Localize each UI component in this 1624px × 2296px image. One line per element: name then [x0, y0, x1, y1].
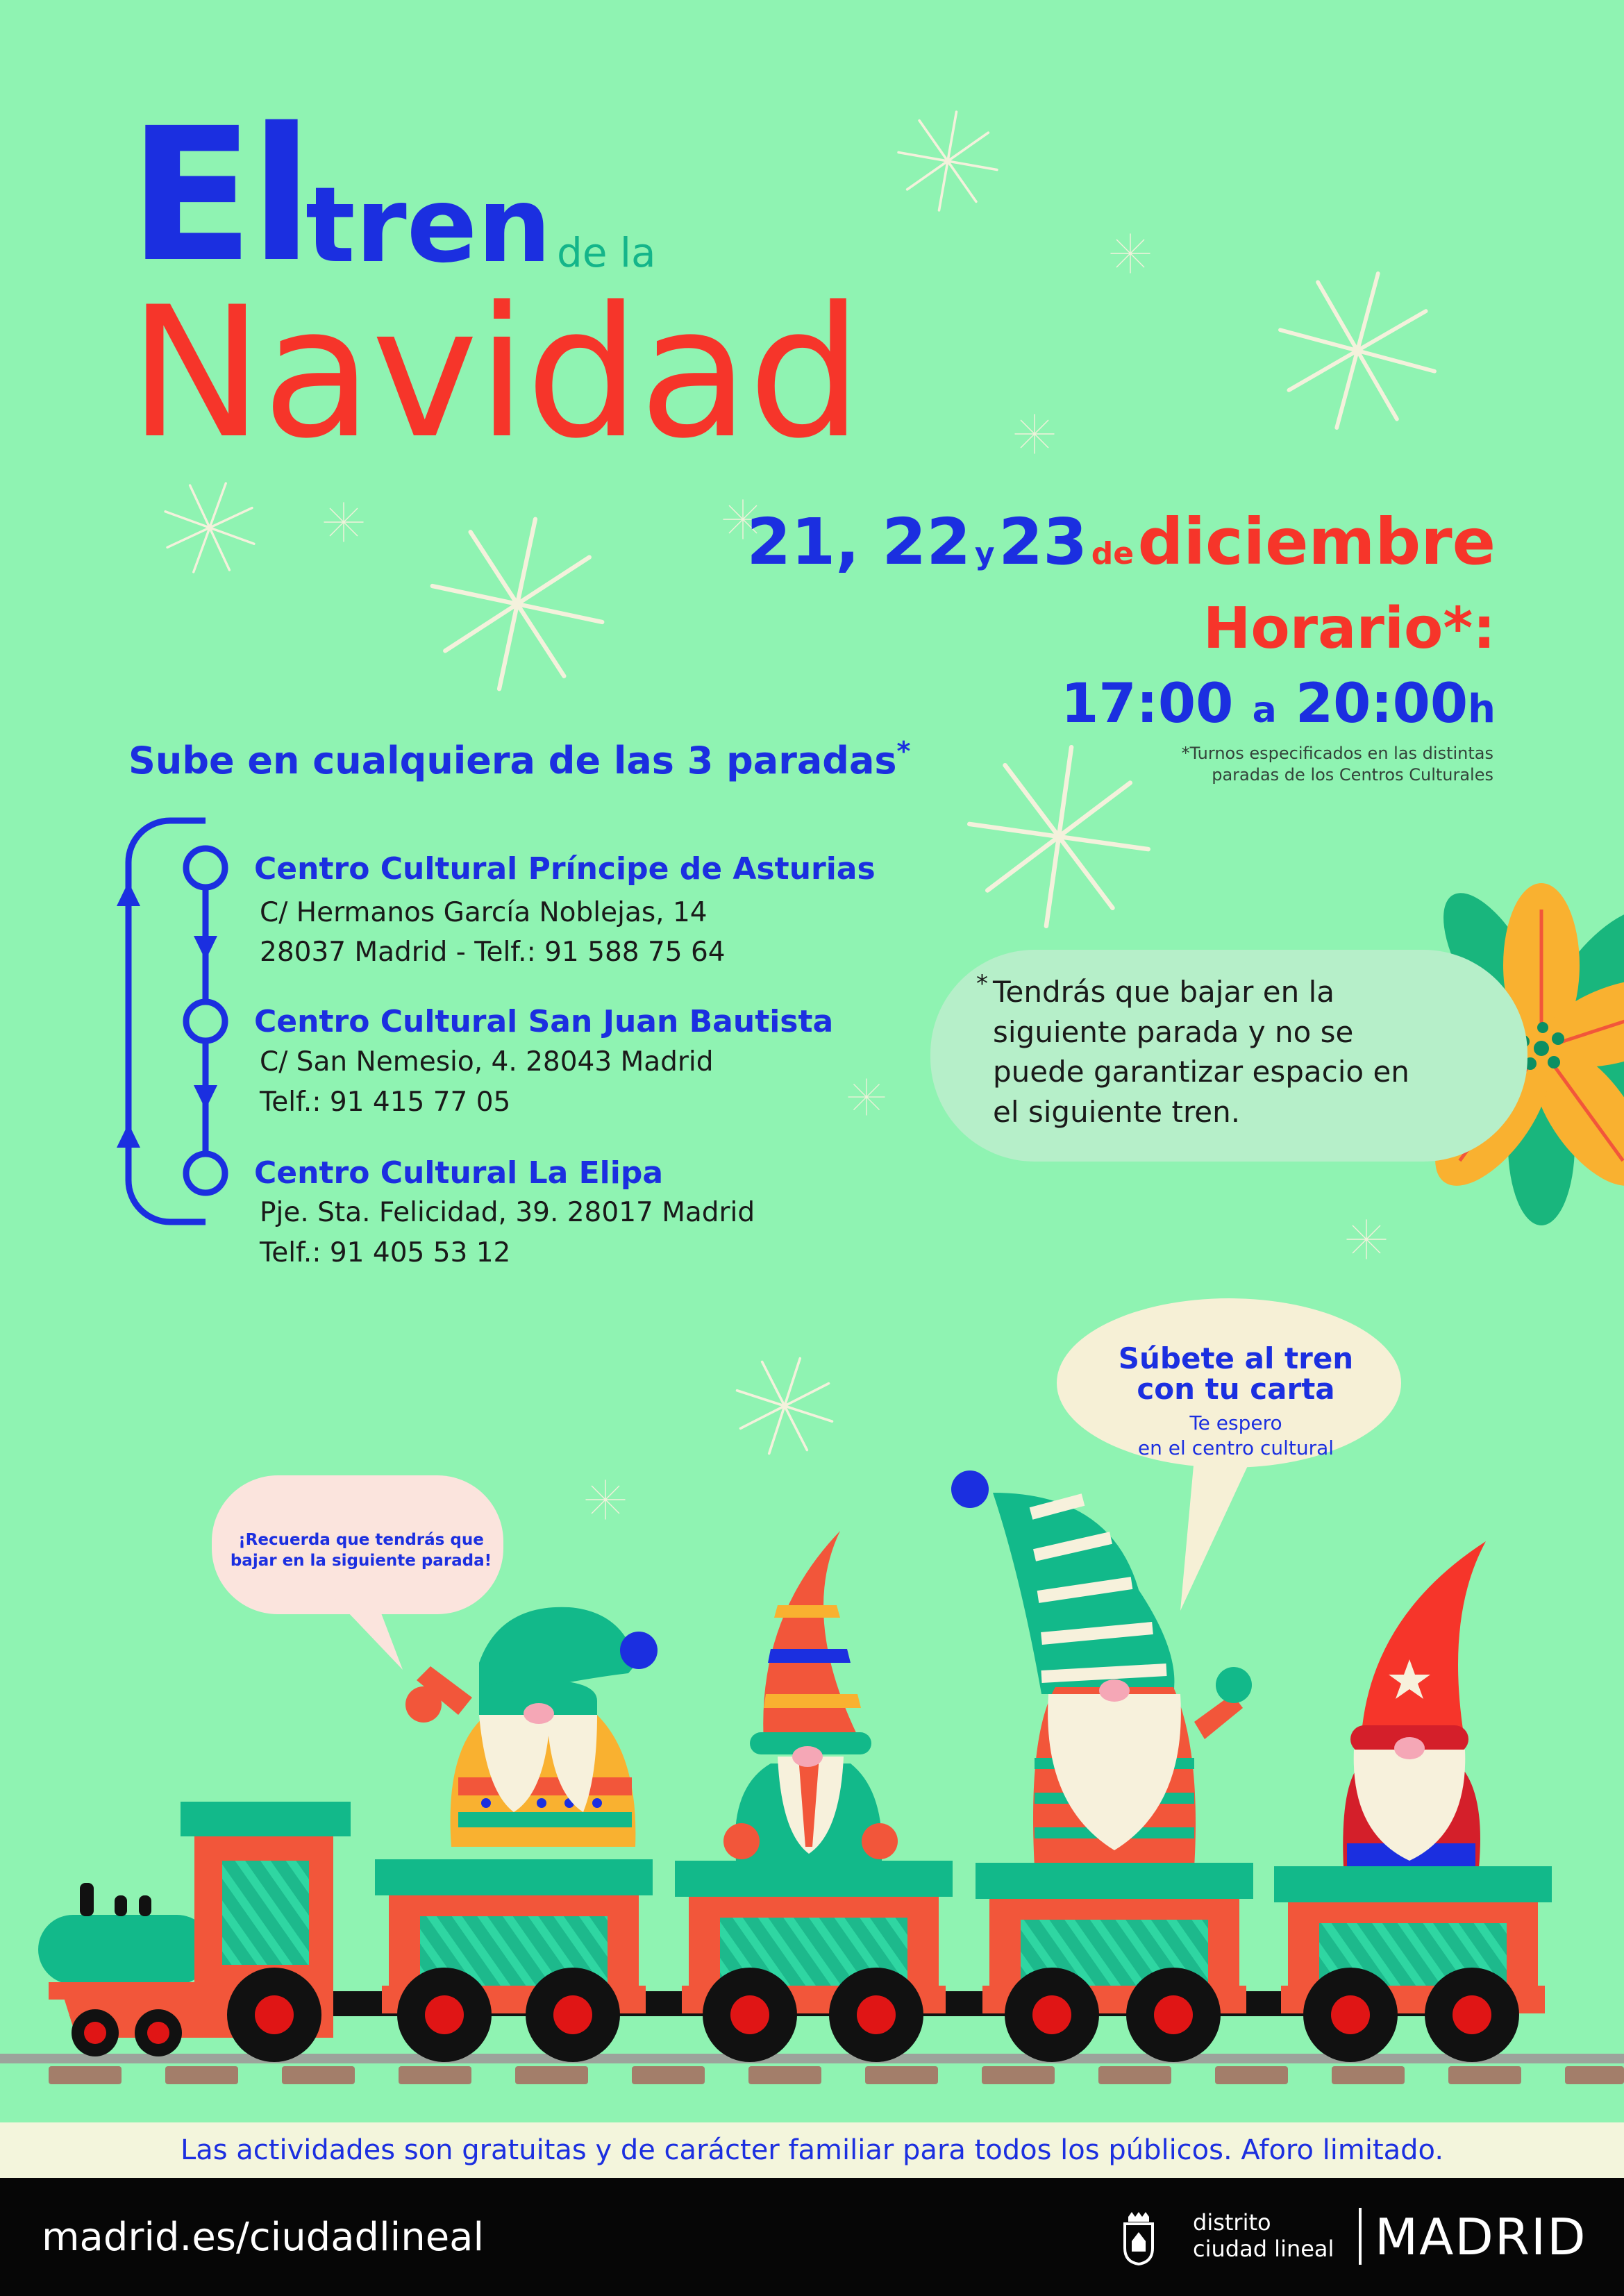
snowflake-icon [324, 503, 363, 542]
stops-heading-mark: * [896, 736, 911, 766]
title-el: El [128, 89, 309, 303]
bubble-left-text [222, 1530, 500, 1572]
schedule-note-line2: paradas de los Centros Culturales [1212, 765, 1493, 785]
schedule-label: Horario*: [1203, 596, 1496, 662]
snowflake-icon [721, 1343, 847, 1468]
gnome-icon [405, 1607, 658, 1847]
gnome-icon [723, 1531, 898, 1861]
bubble-left-line1: ¡Recuerda que tendrás que [238, 1531, 484, 1549]
madrid-crest-icon [1121, 2210, 1156, 2265]
dates-de: de [1091, 536, 1135, 571]
schedule-start: 17:00 [1061, 673, 1234, 735]
event-dates [746, 505, 1496, 579]
footer-distrito [1193, 2209, 1334, 2263]
note-mark: * [976, 970, 988, 998]
speech-bubble-left [212, 1475, 503, 1670]
stop-2-name: Centro Cultural San Juan Bautista [254, 1004, 834, 1039]
stop-2-phone: Telf.: 91 415 77 05 [260, 1087, 511, 1118]
footer-distrito-line1: distrito [1193, 2209, 1271, 2236]
snowflake-icon [586, 1480, 625, 1519]
stop-3-phone: Telf.: 91 405 53 12 [260, 1237, 511, 1268]
schedule-a: a [1252, 689, 1277, 731]
title-tren: tren [305, 165, 552, 286]
bubble-right-title [1069, 1343, 1403, 1405]
track [0, 2054, 1624, 2084]
stop-1-address: C/ Hermanos García Noblejas, 14 [260, 897, 708, 928]
note-text [976, 970, 1409, 1132]
schedule-note-line1: *Turnos especificados en las distintas [1181, 744, 1493, 763]
schedule-h: h [1468, 687, 1496, 732]
title-de-la: de la [557, 229, 656, 276]
snowflake-icon [1015, 414, 1054, 453]
snowflake-icon [1347, 1220, 1386, 1259]
stop-3-name: Centro Cultural La Elipa [254, 1155, 664, 1191]
snowflake-icon [848, 1079, 885, 1115]
dates-days-b: 23 [998, 505, 1088, 579]
stop-1-phone: 28037 Madrid - Telf.: 91 588 75 64 [260, 937, 726, 968]
snowflake-icon [415, 501, 621, 707]
bubble-right-sub-line2: en el centro cultural [1137, 1436, 1334, 1460]
dates-month: diciembre [1137, 505, 1496, 579]
schedule-time [1061, 673, 1496, 735]
schedule-end: 20:00 [1295, 673, 1468, 735]
dates-days-a: 21, 22 [746, 505, 971, 579]
route-diagram [117, 821, 225, 1222]
schedule-note [1132, 743, 1493, 786]
stops-heading-text: Sube en cualquiera de las 3 paradas [128, 739, 897, 782]
info-strip-text: Las actividades son gratuitas y de carácter familiar para todos los públicos. Aforo limitado. [180, 2134, 1444, 2166]
snowflake-icon [957, 735, 1161, 939]
title-navidad: Navidad [128, 269, 862, 478]
snowflake-icon [149, 467, 270, 588]
stop-2-address: C/ San Nemesio, 4. 28043 Madrid [260, 1046, 714, 1078]
bubble-left-line2: bajar en la siguiente parada! [230, 1552, 492, 1570]
snowflake-icon [890, 103, 1006, 219]
dates-y: y [974, 536, 995, 571]
stop-3-address: Pje. Sta. Felicidad, 39. 28017 Madrid [260, 1197, 755, 1228]
footer-divider [1359, 2208, 1362, 2265]
bubble-right-sub [1069, 1411, 1403, 1461]
stop-1-name: Centro Cultural Príncipe de Asturias [254, 851, 876, 887]
footer-madrid-logo: MADRID [1375, 2208, 1587, 2266]
gnome-icon [1343, 1541, 1486, 1868]
snowflake-icon [1111, 234, 1150, 273]
bubble-right-title-line1: Súbete al tren [1118, 1341, 1354, 1375]
footer-distrito-line2: ciudad lineal [1193, 2236, 1334, 2263]
bubble-right-title-line2: con tu carta [1137, 1372, 1335, 1407]
note-body: Tendrás que bajar en la siguiente parada y no se puede garantizar espacio en el siguiente tren. [993, 975, 1409, 1129]
bubble-right-sub-line1: Te espero [1189, 1411, 1282, 1434]
snowflake-icon [1259, 253, 1455, 449]
stops-heading [128, 738, 910, 780]
footer-url[interactable]: madrid.es/ciudadlineal [42, 2215, 485, 2260]
